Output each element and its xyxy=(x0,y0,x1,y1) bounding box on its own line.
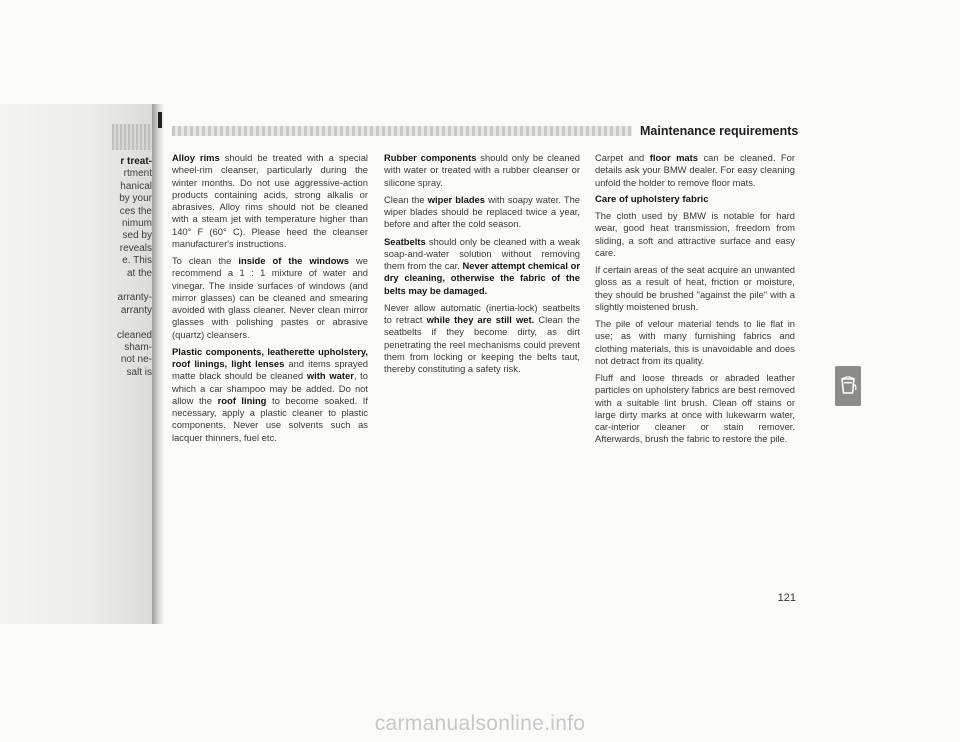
previous-page-line: reveals xyxy=(119,242,152,254)
page-marker xyxy=(158,112,162,128)
previous-page-line: ces the xyxy=(119,205,152,217)
previous-page-line: not ne- xyxy=(120,354,152,366)
page-number: 121 xyxy=(777,592,796,604)
previous-page-line: by your xyxy=(119,193,152,205)
paragraph-velour-pile: The pile of velour material tends to lie flat in use; as with many furnishing fabrics and clothing materials, this is unavoidable and does not detract from its quality. xyxy=(595,318,795,366)
watermark: carmanualsonline.info xyxy=(374,712,586,735)
paragraph-windows: To clean the inside of the windows we recommend a 1 : 1 mixture of water and vinegar. The inside surfaces of windows (and mirror glasses) can be cleaned and smearing avoided with glass cleaner. Never clean mirror glasses with polishing pastes or abrasive (quartz) cleansers. xyxy=(172,255,368,340)
previous-page-line: sed by xyxy=(122,230,152,242)
term-plastic-components: Plastic components, leatherette upholstery, roof linings, light lenses xyxy=(172,345,368,369)
previous-page-line: arranty- xyxy=(117,292,152,304)
previous-page-line: e. This xyxy=(122,255,152,267)
paragraph-plastic-components: Plastic components, leatherette upholstery, roof linings, light lenses and items sprayed matte black should be cleaned with water, to which a car shampoo may be added. Do not allow the roof lining to become soaked. If necessary, apply a plastic cleaner to plastic components. Never use solvents such as lacquer thinners, fuel etc. xyxy=(172,345,368,443)
cleaning-bucket-icon xyxy=(835,366,861,406)
previous-page-line: nimum xyxy=(121,218,152,229)
paragraph-wiper-blades: Clean the wiper blades with soapy water. The wiper blades should be replaced twice a year, before and after the cold season. xyxy=(384,193,580,230)
text-column-1 xyxy=(172,152,368,449)
paragraph-inertia-seatbelts: Never allow automatic (inertia-lock) seatbelts to retract while they are still wet. Clean the seatbelts if they become dirty, as dirt penetrating the reel mechanisms could prevent them from locking or keeping the belts taut, thereby constituting a safety risk. xyxy=(384,301,580,374)
term-wiper-blades: wiper blades xyxy=(427,193,485,205)
header-pattern-band xyxy=(172,126,632,136)
previous-page-line: hanical xyxy=(120,180,152,192)
paragraph-rubber-components: Rubber components should only be cleaned with water or treated with a rubber cleanser or silicone spray. xyxy=(384,152,580,188)
previous-page-header-band xyxy=(112,124,154,150)
previous-page-line: sham- xyxy=(124,342,152,353)
previous-page-line: arranty xyxy=(120,304,152,316)
previous-page-line: at the xyxy=(126,267,152,279)
paragraph-floor-mats: Carpet and floor mats can be cleaned. For details ask your BMW dealer. For easy cleaning unfold the holder to remove floor mats. xyxy=(595,152,795,188)
text-column-2 xyxy=(384,152,580,380)
term-rubber-components: Rubber components xyxy=(384,152,477,163)
paragraph-seatbelts: Seatbelts should only be cleaned with a weak soap-and-water solution without removing them from the car. Never attempt chemical or dry cleaning, otherwise the fabric of the belts may be damaged. xyxy=(384,235,581,296)
previous-page-line: r treat- xyxy=(120,156,152,167)
paragraph-alloy-rims: Alloy rims should be treated with a special wheel-rim cleanser, particularly during the winter months. Do not use aggressive-action products containing acids, strong alkalis or abrasives. Alloy rims should not be cleaned with a steam jet with temperature higher than 140° F (60° C). Please heed the cleanser manufacturer's instructions. xyxy=(172,152,368,249)
previous-page-line: rtment xyxy=(123,168,152,180)
section-title: Maintenance requirements xyxy=(640,124,799,138)
previous-page-line: salt is xyxy=(126,366,152,378)
term-inside-windows: inside of the windows xyxy=(238,255,349,266)
previous-page-line: cleaned xyxy=(116,329,152,341)
paragraph-fluff-stains: Fluff and loose threads or abraded leather particles on upholstery fabrics are best removed with a suitable lint brush. Clean off stains or large dirty marks at once with lukewarm water, car-interior cleaner or stain remover. Afterwards, brush the fabric to restore the pile. xyxy=(595,372,795,445)
subheading-upholstery-fabric: Care of upholstery fabric xyxy=(595,193,709,205)
term-floor-mats: floor mats xyxy=(649,152,698,163)
paragraph-gloss: If certain areas of the seat acquire an unwanted gloss as a result of heat, friction or moisture, they should be brushed "against the pile" with a slightly moistened brush. xyxy=(595,264,795,312)
term-alloy-rims: Alloy rims xyxy=(172,152,220,163)
page-binding xyxy=(152,104,164,624)
paragraph-cloth: The cloth used by BMW is notable for hard wear, good heat transmission, freedom from sliding, a soft and attractive surface and easy care. xyxy=(595,210,795,258)
term-seatbelts: Seatbelts xyxy=(384,235,426,247)
text-column-3 xyxy=(595,152,795,451)
